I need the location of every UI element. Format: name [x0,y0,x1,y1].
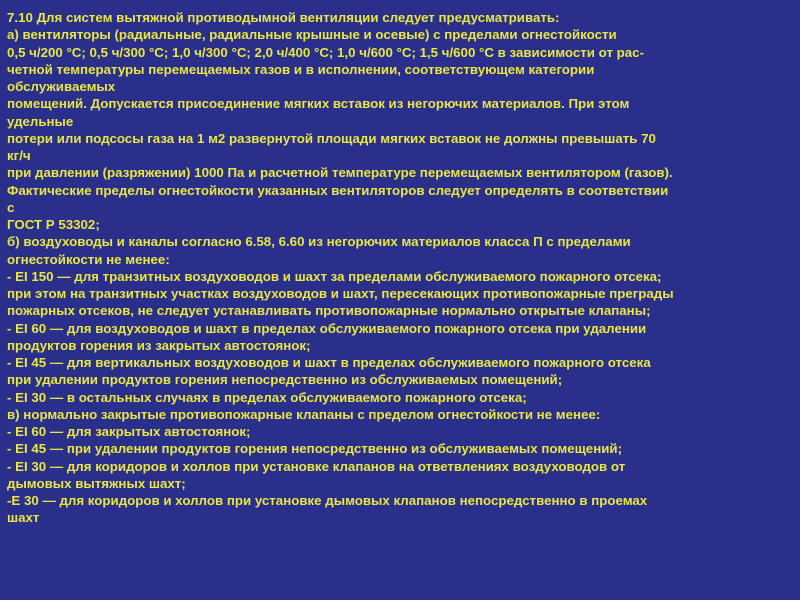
text-line: а) вентиляторы (радиальные, радиальные крышные и осевые) с пределами огнестойкости [7,27,617,43]
text-line: огнестойкости не менее: [7,251,170,267]
text-line: пожарных отсеков, не следует устанавливать противопожарные нормально открытые клапаны; [7,303,651,319]
text-line: Фактические пределы огнестойкости указанных вентиляторов следует определять в соответствии [7,182,669,198]
text-line: дымовых вытяжных шахт; [7,475,186,491]
text-line: - EI 30 — в остальных случаях в пределах обслуживаемого пожарного отсека; [7,389,527,405]
text-line: -E 30 — для коридоров и холлов при установке дымовых клапанов непосредственно в проемах [7,493,648,508]
text-line: - EI 45 — для вертикальных воздуховодов и шахт в пределах обслуживаемого пожарного отсека [7,355,651,370]
text-line: ГОСТ Р 53302; [7,217,100,232]
text-line: продуктов горения из закрытых автостоянок; [7,337,311,353]
text-line: - EI 30 — для коридоров и холлов при установке клапанов на ответвлениях воздуховодов от [7,458,626,474]
text-line: - EI 150 — для транзитных воздуховодов и шахт за пределами обслуживаемого пожарного отсека; [7,268,662,284]
text-line: в) нормально закрытые противопожарные клапаны с пределом огнестойкости не менее: [7,406,601,422]
text-line: четной температуры перемещаемых газов и в исполнении, соответствующем категории [7,61,595,77]
text-line: удельные [7,113,74,129]
text-line: помещений. Допускается присоединение мягких вставок из негорючих материалов. При этом [7,96,630,112]
text-line: с [7,199,15,215]
text-line: при этом на транзитных участках воздуховодов и шахт, пересекающих противопожарные преграды [7,286,674,301]
text-line: при давлении (разряжении) 1000 Па и расчетной температуре перемещаемых вентилятором (газов). [7,165,673,181]
text-line: - EI 60 — для закрытых автостоянок; [7,424,251,439]
text-line: при удалении продуктов горения непосредственно из обслуживаемых помещений; [7,372,563,388]
text-line: шахт [7,510,40,526]
text-line: обслуживаемых [7,79,116,94]
text-line: потери или подсосы газа на 1 м2 развернутой площади мягких вставок не должны превышать 70 [7,130,656,146]
slide-body-text [7,9,788,527]
text-line: - EI 45 — при удалении продуктов горения непосредственно из обслуживаемых помещений; [7,441,623,457]
text-line: 0,5 ч/200 °С; 0,5 ч/300 °С; 1,0 ч/300 °С; 2,0 ч/400 °С; 1,0 ч/600 °С; 1,5 ч/600 °С в зависимости от рас- [7,44,644,60]
text-line: 7.10 Для систем вытяжной противодымной вентиляции следует предусматривать: [7,10,560,25]
text-line: кг/ч [7,148,31,163]
text-line: - EI 60 — для воздуховодов и шахт в пределах обслуживаемого пожарного отсека при удалении [7,320,647,336]
text-line: б) воздуховоды и каналы согласно 6.58, 6.60 из негорючих материалов класса П с пределами [7,234,631,250]
